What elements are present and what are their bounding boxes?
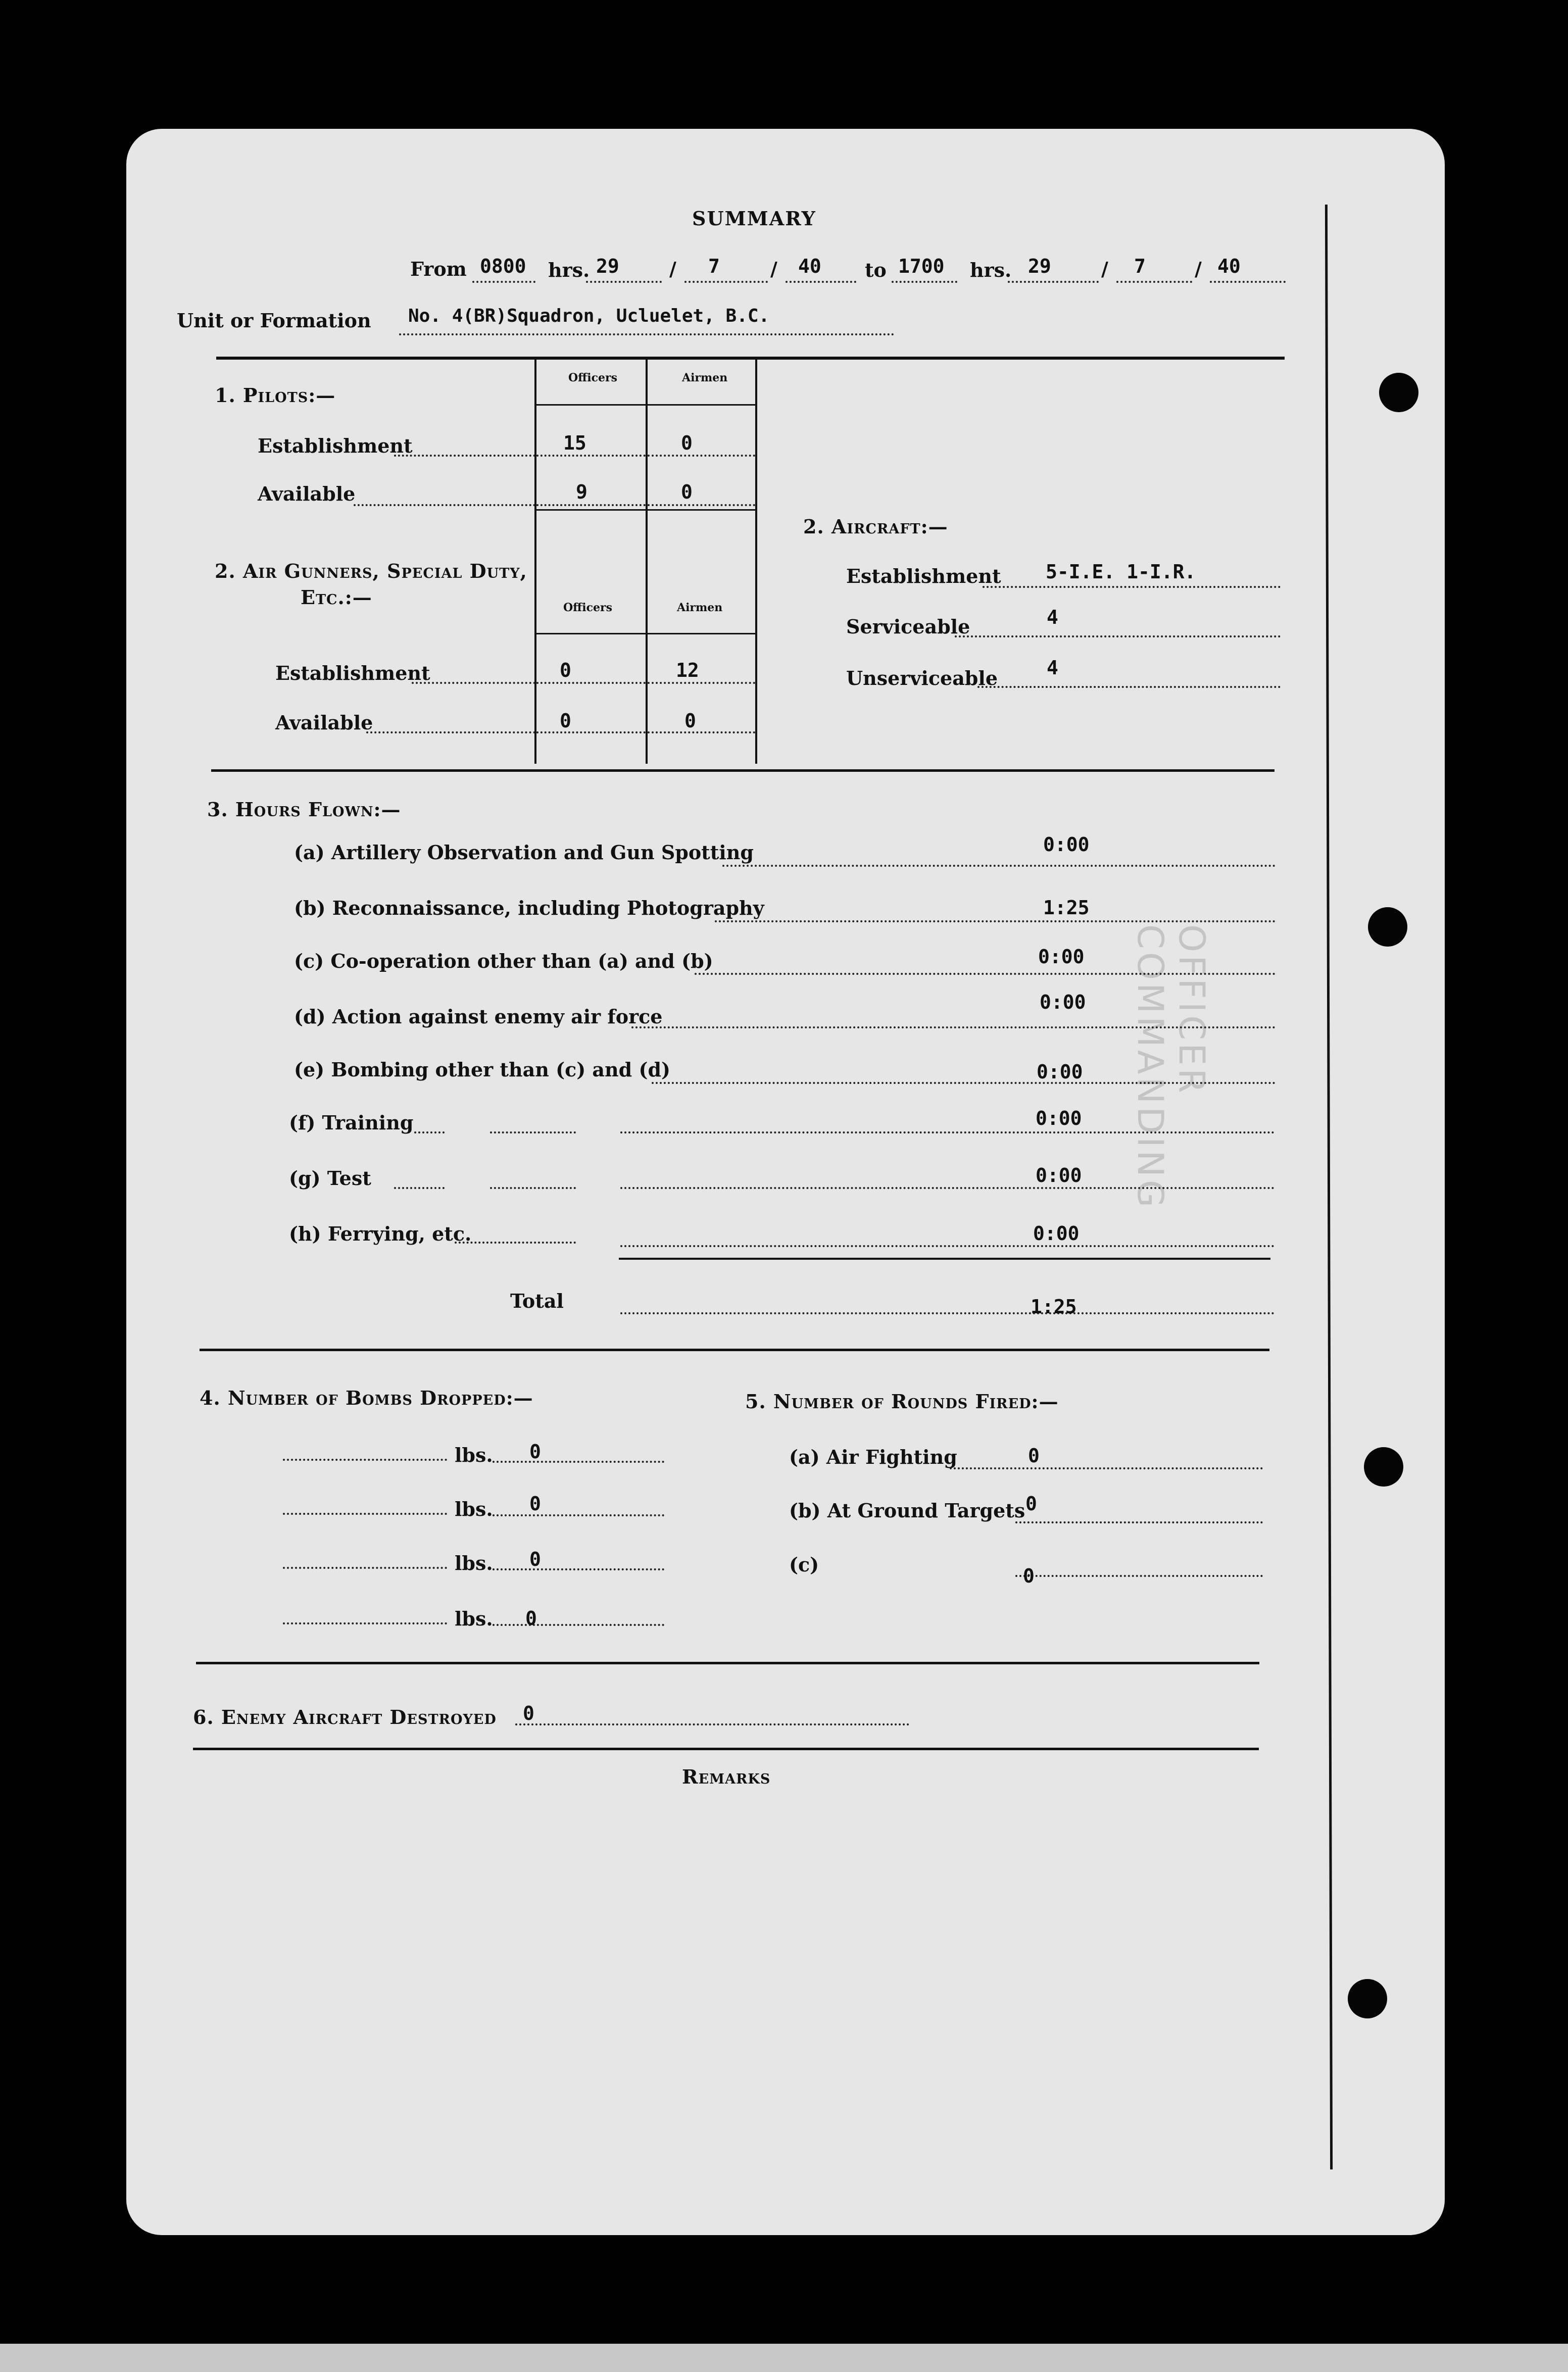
- pilots-available-dots: [354, 504, 535, 506]
- hours-total-label: Total: [510, 1290, 564, 1312]
- pilots-heading: 1. Pilots:—: [215, 384, 336, 407]
- to-month-line: [1116, 281, 1192, 283]
- scan-border: [0, 2344, 1568, 2372]
- pilots-col-officers: Officers: [568, 371, 617, 384]
- gunners-av-dots: [366, 731, 535, 733]
- rounds-item-a-value: 0: [1028, 1445, 1040, 1467]
- gunners-av-airmen-dots: [648, 731, 755, 733]
- hours-item-b-value: 1:25: [1043, 897, 1090, 919]
- to-slash-1: /: [1101, 258, 1108, 280]
- gunners-header-rule: [536, 633, 756, 634]
- hours-item-c-label: (c) Co-operation other than (a) and (b): [294, 950, 713, 972]
- pilots-av-airmen-dots: [648, 504, 755, 506]
- hours-item-d-label: (d) Action against enemy air force: [294, 1005, 663, 1028]
- gunners-heading-2: Etc.:—: [301, 586, 372, 609]
- aircraft-unserviceable-value: 4: [1047, 657, 1058, 679]
- bombs-row-1-dots: [283, 1459, 447, 1461]
- hours-item-a-dots: [722, 865, 1276, 867]
- from-slash-2: /: [770, 258, 777, 280]
- bombs-heading: 4. Number of Bombs Dropped:—: [200, 1387, 533, 1409]
- unit-line: [399, 333, 894, 335]
- from-time: 0800: [480, 255, 526, 277]
- officers-col-right: [646, 360, 648, 764]
- to-day-line: [1008, 281, 1099, 283]
- from-slash-1: /: [669, 258, 676, 280]
- hours-total-dots: [620, 1312, 1275, 1314]
- gunners-av-officers-dots: [536, 731, 646, 733]
- hours-item-e-label: (e) Bombing other than (c) and (d): [294, 1058, 670, 1081]
- header-rule: [216, 357, 1285, 360]
- gunners-est-officers-dots: [536, 682, 646, 684]
- gunners-establishment-label: Establishment: [275, 662, 430, 684]
- hours-item-h-value: 0:00: [1033, 1222, 1080, 1245]
- to-hrs-label: hrs.: [970, 259, 1012, 281]
- gunners-heading: 2. Air Gunners, Special Duty,: [215, 560, 527, 582]
- aircraft-unserviceable-dots: [977, 686, 1281, 688]
- from-day-line: [586, 281, 662, 283]
- gunners-available-airmen: 0: [684, 710, 696, 732]
- hours-item-e-dots: [652, 1082, 1276, 1084]
- from-day: 29: [596, 255, 619, 277]
- to-day: 29: [1028, 255, 1051, 277]
- bombs-row-4-dots: [283, 1622, 447, 1624]
- to-slash-2: /: [1195, 258, 1202, 280]
- pilots-bottom-rule: [536, 509, 756, 511]
- bombs-row-3-value: 0: [529, 1548, 541, 1570]
- bombs-row-4-unit: lbs.: [455, 1607, 493, 1630]
- enemy-aircraft-dots: [515, 1723, 909, 1725]
- gunners-col-officers: Officers: [563, 601, 612, 614]
- rounds-item-c-label: (c): [789, 1553, 819, 1576]
- section-rule-3: [196, 1662, 1259, 1664]
- bombs-row-2-unit: lbs.: [455, 1498, 493, 1520]
- bombs-row-1-value: 0: [529, 1441, 541, 1463]
- aircraft-unserviceable-label: Unserviceable: [846, 667, 998, 689]
- to-year-line: [1210, 281, 1286, 283]
- unit-label: Unit or Formation: [177, 309, 371, 332]
- aircraft-serviceable-label: Serviceable: [846, 615, 970, 638]
- hours-item-c-value: 0:00: [1038, 946, 1085, 968]
- enemy-aircraft-value: 0: [523, 1702, 534, 1724]
- rounds-item-a-label: (a) Air Fighting: [789, 1446, 957, 1468]
- binder-hole-2: [1368, 907, 1407, 947]
- hours-item-h-dots2: [620, 1245, 1275, 1247]
- gunners-available-officers: 0: [560, 710, 571, 732]
- aircraft-serviceable-value: 4: [1047, 606, 1058, 628]
- pilots-av-officers-dots: [536, 504, 646, 506]
- hours-item-a-value: 0:00: [1043, 833, 1090, 856]
- bombs-row-2-value-dots: [493, 1514, 664, 1516]
- hours-item-f-dots2: [490, 1131, 576, 1133]
- hours-item-f-dots1: [414, 1131, 445, 1133]
- hours-item-b-dots: [715, 920, 1276, 922]
- from-month-line: [684, 281, 768, 283]
- pilots-establishment-airmen: 0: [681, 432, 693, 454]
- pilots-header-rule: [536, 404, 756, 406]
- aircraft-heading: 2. Aircraft:—: [803, 515, 948, 538]
- to-time: 1700: [898, 255, 945, 277]
- to-month: 7: [1134, 255, 1146, 277]
- from-hrs-label: hrs.: [548, 259, 590, 281]
- hours-item-c-dots: [695, 973, 1276, 975]
- rounds-item-b-label: (b) At Ground Targets: [789, 1499, 1025, 1522]
- hours-item-g-label: (g) Test: [289, 1167, 371, 1190]
- rounds-item-b-value: 0: [1025, 1493, 1037, 1515]
- pilots-est-airmen-dots: [648, 455, 755, 457]
- bombs-row-1-unit: lbs.: [455, 1444, 493, 1466]
- pilots-col-airmen: Airmen: [682, 371, 728, 384]
- bombs-row-1-value-dots: [493, 1461, 664, 1463]
- bombs-row-2-value: 0: [529, 1493, 541, 1515]
- bombs-row-4-value-dots: [493, 1624, 664, 1626]
- bombs-row-2-dots: [283, 1513, 447, 1515]
- pilots-establishment-officers: 15: [563, 432, 586, 454]
- hours-item-g-dots1: [394, 1187, 445, 1189]
- to-time-line: [892, 281, 957, 283]
- section-rule-4: [193, 1748, 1259, 1750]
- from-month: 7: [708, 255, 720, 277]
- unit-value: No. 4(BR)Squadron, Ucluelet, B.C.: [408, 306, 770, 326]
- section-rule-2: [200, 1349, 1269, 1351]
- gunners-establishment-officers: 0: [560, 659, 571, 681]
- pilots-available-officers: 9: [576, 481, 587, 503]
- to-label: to: [865, 259, 887, 281]
- remarks-heading: Remarks: [682, 1765, 771, 1788]
- rounds-item-c-dots: [1015, 1575, 1263, 1577]
- aircraft-establishment-value: 5-I.E. 1-I.R.: [1046, 561, 1196, 583]
- pilots-available-label: Available: [258, 482, 356, 505]
- binder-hole-4: [1348, 1979, 1387, 2018]
- hours-item-g-dots3: [620, 1187, 1275, 1189]
- gunners-available-label: Available: [275, 711, 373, 734]
- hours-item-e-value: 0:00: [1037, 1061, 1083, 1083]
- rounds-item-a-dots: [950, 1467, 1263, 1469]
- pilots-establishment-dots: [394, 455, 535, 457]
- to-year: 40: [1217, 255, 1241, 277]
- bombs-row-3-value-dots: [493, 1568, 664, 1570]
- from-label: From: [410, 258, 467, 280]
- hours-total-rule: [619, 1258, 1270, 1260]
- from-year-line: [786, 281, 856, 283]
- aircraft-serviceable-dots: [955, 635, 1281, 637]
- aircraft-establishment-dots: [983, 586, 1281, 588]
- hours-item-f-value: 0:00: [1036, 1107, 1082, 1129]
- enemy-aircraft-label: 6. Enemy Aircraft Destroyed: [193, 1706, 497, 1728]
- section-rule-1: [211, 769, 1275, 772]
- hours-heading: 3. Hours Flown:—: [207, 798, 401, 821]
- hours-item-g-value: 0:00: [1036, 1164, 1082, 1187]
- from-time-line: [472, 281, 535, 283]
- rounds-item-c-value: 0: [1023, 1565, 1035, 1587]
- hours-item-f-label: (f) Training: [289, 1111, 414, 1134]
- hours-item-d-value: 0:00: [1040, 991, 1086, 1013]
- rounds-heading: 5. Number of Rounds Fired:—: [745, 1390, 1059, 1413]
- officers-col-left: [534, 360, 536, 764]
- hours-total-value: 1:25: [1031, 1296, 1077, 1318]
- hours-item-h-dots1: [455, 1242, 576, 1244]
- hours-item-g-dots2: [490, 1187, 576, 1189]
- aircraft-establishment-label: Establishment: [846, 565, 1001, 587]
- binder-hole-1: [1379, 373, 1418, 412]
- airmen-col-right: [755, 360, 757, 764]
- from-year: 40: [798, 255, 821, 277]
- gunners-est-airmen-dots: [648, 682, 755, 684]
- bombs-row-3-unit: lbs.: [455, 1552, 493, 1574]
- gunners-col-airmen: Airmen: [677, 601, 723, 614]
- hours-item-b-label: (b) Reconnaissance, including Photography: [294, 897, 764, 919]
- hours-item-f-dots3: [620, 1131, 1275, 1133]
- bombs-row-3-dots: [283, 1567, 447, 1569]
- pilots-establishment-label: Establishment: [258, 434, 413, 457]
- pilots-available-airmen: 0: [681, 481, 693, 503]
- pilots-est-officers-dots: [536, 455, 646, 457]
- bombs-row-4-value: 0: [525, 1607, 537, 1629]
- summary-title: SUMMARY: [692, 207, 816, 230]
- binder-hole-3: [1364, 1447, 1403, 1487]
- bleed-through-text: OFFICER COMMANDING: [1130, 924, 1212, 1211]
- hours-item-a-label: (a) Artillery Observation and Gun Spotting: [294, 841, 754, 864]
- hours-item-h-label: (h) Ferrying, etc.: [289, 1222, 472, 1245]
- rounds-item-b-dots: [1015, 1521, 1263, 1523]
- gunners-establishment-airmen: 12: [676, 659, 699, 681]
- hours-item-d-dots: [631, 1026, 1276, 1028]
- gunners-est-dots: [412, 682, 535, 684]
